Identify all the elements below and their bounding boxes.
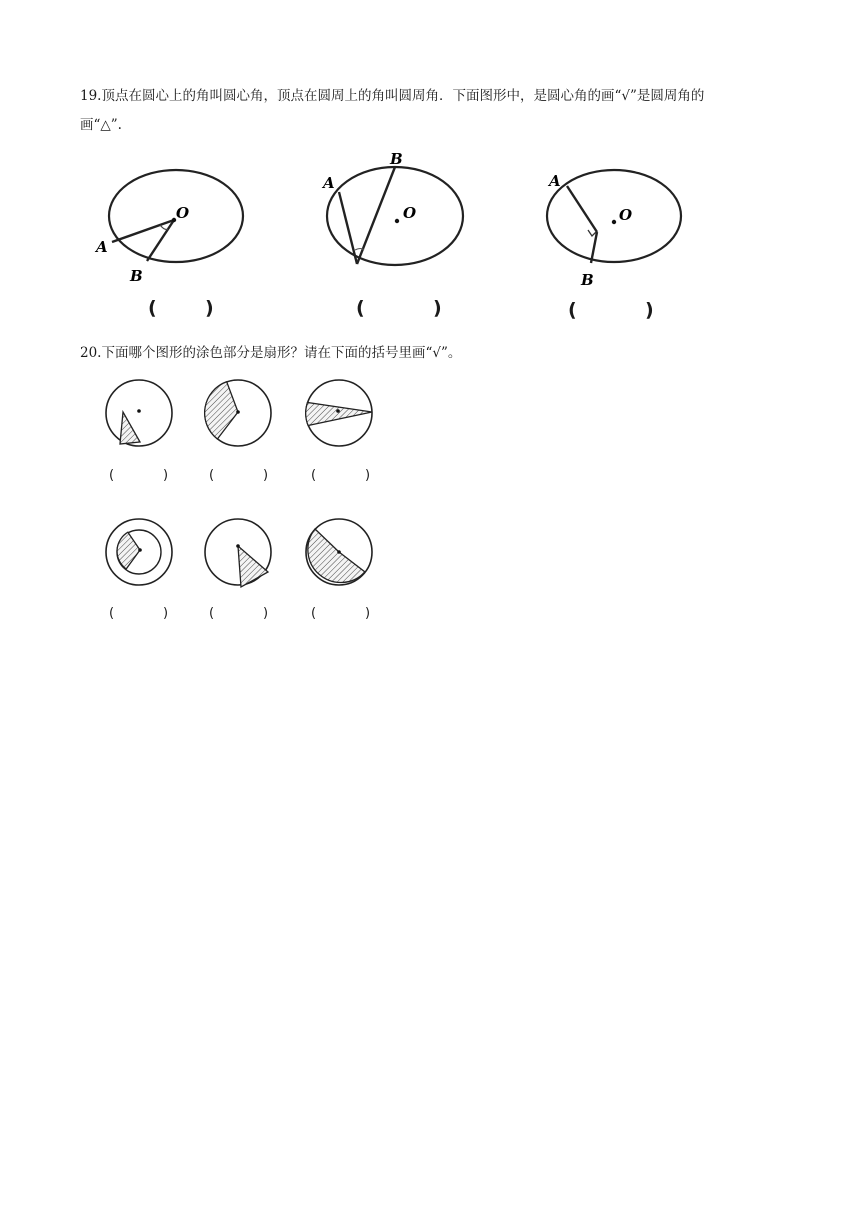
answer-paren-close: ) <box>205 297 214 319</box>
q20-figure-4 <box>102 515 176 589</box>
question-19 <box>80 82 780 140</box>
question-19-line-1: 19.顶点在圆心上的角叫圆心角，顶点在圆周上的角叫圆周角．下面图形中，是圆心角的画“√”是圆周角的 <box>80 88 705 104</box>
point-label-a: A <box>323 174 335 192</box>
q19-figure-1-central-angle <box>92 160 252 295</box>
point-label-b: B <box>130 267 143 285</box>
q20-figure-3 <box>302 376 376 450</box>
answer-paren-open: ( <box>109 468 115 483</box>
q19-figure-2-inscribed-angle <box>315 150 475 285</box>
point-label-a: A <box>96 238 108 256</box>
answer-paren-open: ( <box>311 468 317 483</box>
q20-figure-5 <box>201 515 275 589</box>
point-label-o: O <box>619 206 633 224</box>
question-19-line-2: 画“△”. <box>80 117 122 133</box>
q20-figure-1 <box>102 376 176 450</box>
answer-paren-close: ) <box>263 606 269 621</box>
answer-paren-open: ( <box>568 299 577 321</box>
answer-paren-close: ) <box>645 299 654 321</box>
answer-paren-open: ( <box>311 606 317 621</box>
point-label-o: O <box>403 204 417 222</box>
answer-paren-close: ) <box>163 606 169 621</box>
point-label-a: A <box>549 172 561 190</box>
question-20 <box>80 339 780 368</box>
question-20-text: 20.下面哪个图形的涂色部分是扇形？请在下面的括号里画“√”。 <box>80 345 462 361</box>
answer-paren-open: ( <box>209 606 215 621</box>
answer-paren-open: ( <box>109 606 115 621</box>
q20-figure-2 <box>201 376 275 450</box>
answer-paren-close: ) <box>365 468 371 483</box>
q20-figure-6 <box>302 515 376 589</box>
answer-paren-open: ( <box>148 297 157 319</box>
answer-paren-open: ( <box>209 468 215 483</box>
answer-paren-close: ) <box>263 468 269 483</box>
q19-figure-3-interior-angle <box>535 160 695 295</box>
point-label-o: O <box>176 204 190 222</box>
point-label-b: B <box>581 271 594 289</box>
answer-paren-close: ) <box>433 297 442 319</box>
answer-paren-close: ) <box>365 606 371 621</box>
point-label-b: B <box>390 150 403 168</box>
answer-paren-close: ) <box>163 468 169 483</box>
answer-paren-open: ( <box>356 297 365 319</box>
